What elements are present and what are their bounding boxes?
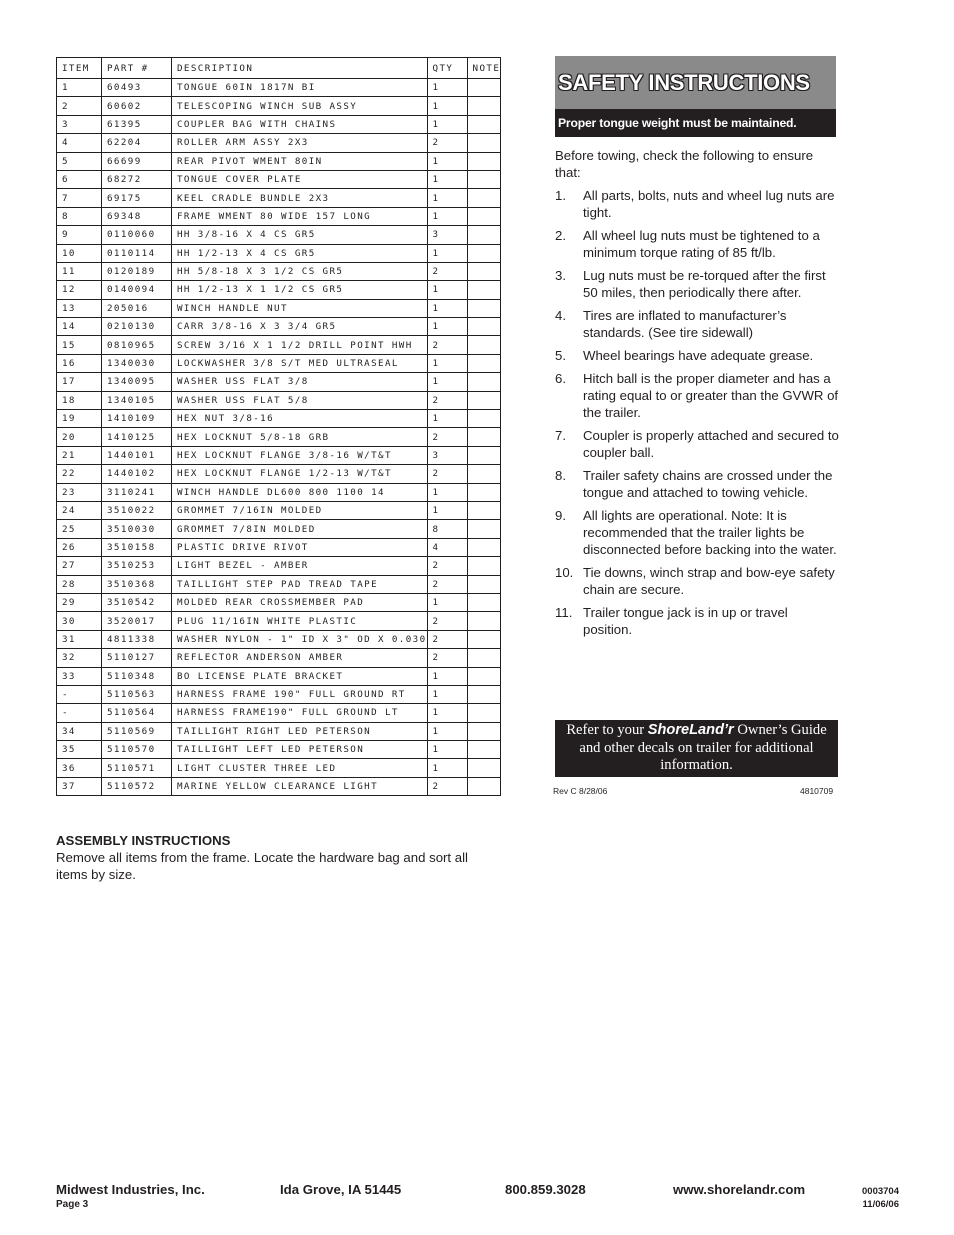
cell-description: HARNESS FRAME 190" FULL GROUND RT xyxy=(172,685,428,703)
cell-part: 1340095 xyxy=(102,373,172,391)
cell-item: 4 xyxy=(57,134,102,152)
cell-part: 60602 xyxy=(102,97,172,115)
table-row xyxy=(57,428,501,446)
cell-item: 12 xyxy=(57,281,102,299)
cell-note xyxy=(467,354,501,372)
list-item xyxy=(555,227,840,261)
cell-description: PLUG 11/16IN WHITE PLASTIC xyxy=(172,612,428,630)
cell-description: MOLDED REAR CROSSMEMBER PAD xyxy=(172,593,428,611)
cell-qty: 2 xyxy=(427,336,467,354)
cell-qty: 1 xyxy=(427,281,467,299)
cell-note xyxy=(467,318,501,336)
cell-item: 14 xyxy=(57,318,102,336)
cell-note xyxy=(467,520,501,538)
cell-note xyxy=(467,428,501,446)
cell-description: KEEL CRADLE BUNDLE 2X3 xyxy=(172,189,428,207)
cell-note xyxy=(467,336,501,354)
cell-description: TAILLIGHT LEFT LED PETERSON xyxy=(172,741,428,759)
cell-note xyxy=(467,759,501,777)
list-item-text: Trailer tongue jack is in up or travel position. xyxy=(583,605,788,637)
safety-title: SAFETY INSTRUCTIONS xyxy=(555,56,836,109)
list-item xyxy=(555,427,840,461)
safety-checklist xyxy=(555,187,840,644)
cell-qty: 1 xyxy=(427,593,467,611)
cell-qty: 1 xyxy=(427,685,467,703)
cell-note xyxy=(467,667,501,685)
cell-description: TAILLIGHT STEP PAD TREAD TAPE xyxy=(172,575,428,593)
list-item-text: Hitch ball is the proper diameter and has a rating equal to or greater than the GVWR of the trailer. xyxy=(583,371,839,420)
cell-qty: 2 xyxy=(427,262,467,280)
table-row xyxy=(57,226,501,244)
assembly-heading: ASSEMBLY INSTRUCTIONS xyxy=(56,833,231,848)
cell-part: 3510158 xyxy=(102,538,172,556)
cell-description: WINCH HANDLE DL600 800 1100 14 xyxy=(172,483,428,501)
cell-item: 23 xyxy=(57,483,102,501)
list-item xyxy=(555,604,840,638)
header-item: ITEM xyxy=(57,58,102,79)
cell-note xyxy=(467,704,501,722)
cell-note xyxy=(467,299,501,317)
cell-description: HH 1/2-13 X 1 1/2 CS GR5 xyxy=(172,281,428,299)
cell-part: 0110060 xyxy=(102,226,172,244)
table-row xyxy=(57,115,501,133)
table-row xyxy=(57,299,501,317)
cell-part: 5110348 xyxy=(102,667,172,685)
decal-code: 4810709 xyxy=(800,786,834,796)
cell-item: 15 xyxy=(57,336,102,354)
list-item-number: 9. xyxy=(555,508,566,523)
cell-note xyxy=(467,446,501,464)
footer-phone: 800.859.3028 xyxy=(505,1182,586,1197)
cell-qty: 2 xyxy=(427,465,467,483)
cell-item: 37 xyxy=(57,777,102,795)
cell-description: WINCH HANDLE NUT xyxy=(172,299,428,317)
cell-note xyxy=(467,410,501,428)
cell-part: 60493 xyxy=(102,79,172,97)
cell-qty: 3 xyxy=(427,226,467,244)
list-item-text: Trailer safety chains are crossed under the tongue and attached to towing vehicle. xyxy=(583,468,833,500)
cell-qty: 2 xyxy=(427,134,467,152)
cell-description: REAR PIVOT WMENT 80IN xyxy=(172,152,428,170)
cell-description: WASHER USS FLAT 5/8 xyxy=(172,391,428,409)
cell-note xyxy=(467,575,501,593)
cell-description: BO LICENSE PLATE BRACKET xyxy=(172,667,428,685)
cell-note xyxy=(467,170,501,188)
list-item-number: 11. xyxy=(555,605,573,620)
cell-qty: 1 xyxy=(427,667,467,685)
table-row xyxy=(57,79,501,97)
list-item xyxy=(555,347,840,364)
table-row xyxy=(57,410,501,428)
table-row xyxy=(57,501,501,519)
list-item-number: 6. xyxy=(555,371,566,386)
cell-description: TONGUE 60IN 1817N BI xyxy=(172,79,428,97)
cell-note xyxy=(467,685,501,703)
refer-text-before: Refer to your xyxy=(566,722,648,738)
cell-part: 3510253 xyxy=(102,557,172,575)
footer-url[interactable]: www.shorelandr.com xyxy=(673,1182,806,1197)
cell-description: TONGUE COVER PLATE xyxy=(172,170,428,188)
table-row xyxy=(57,741,501,759)
cell-description: HEX LOCKNUT FLANGE 1/2-13 W/T&T xyxy=(172,465,428,483)
cell-description: HH 3/8-16 X 4 CS GR5 xyxy=(172,226,428,244)
cell-note xyxy=(467,226,501,244)
cell-qty: 2 xyxy=(427,428,467,446)
cell-part: 61395 xyxy=(102,115,172,133)
cell-note xyxy=(467,483,501,501)
cell-part: 1340105 xyxy=(102,391,172,409)
list-item-number: 5. xyxy=(555,348,566,363)
cell-qty: 1 xyxy=(427,722,467,740)
cell-note xyxy=(467,777,501,795)
cell-qty: 2 xyxy=(427,575,467,593)
footer-doc-number: 0003704 xyxy=(862,1186,899,1197)
cell-part: 69175 xyxy=(102,189,172,207)
list-item-text: Coupler is properly attached and secured to coupler ball. xyxy=(583,428,839,460)
cell-note xyxy=(467,373,501,391)
refer-text-after: Owner’s Guide and other decals on trailer for additional information. xyxy=(579,722,827,773)
table-row xyxy=(57,777,501,795)
cell-item: 6 xyxy=(57,170,102,188)
cell-note xyxy=(467,207,501,225)
cell-qty: 1 xyxy=(427,299,467,317)
cell-item: 24 xyxy=(57,501,102,519)
table-row xyxy=(57,446,501,464)
cell-item: 33 xyxy=(57,667,102,685)
cell-part: 62204 xyxy=(102,134,172,152)
cell-qty: 2 xyxy=(427,777,467,795)
cell-item: 10 xyxy=(57,244,102,262)
cell-description: SCREW 3/16 X 1 1/2 DRILL POINT HWH xyxy=(172,336,428,354)
table-row xyxy=(57,575,501,593)
cell-description: WASHER USS FLAT 3/8 xyxy=(172,373,428,391)
table-row xyxy=(57,354,501,372)
revision-label: Rev C 8/28/06 xyxy=(553,786,608,796)
cell-description: TAILLIGHT RIGHT LED PETERSON xyxy=(172,722,428,740)
list-item xyxy=(555,370,840,421)
list-item-text: Wheel bearings have adequate grease. xyxy=(583,348,814,363)
cell-qty: 2 xyxy=(427,612,467,630)
header-part: PART # xyxy=(102,58,172,79)
table-row xyxy=(57,465,501,483)
cell-qty: 8 xyxy=(427,520,467,538)
cell-item: 26 xyxy=(57,538,102,556)
refer-box xyxy=(555,720,838,777)
table-row xyxy=(57,557,501,575)
cell-qty: 1 xyxy=(427,501,467,519)
cell-description: CARR 3/8-16 X 3 3/4 GR5 xyxy=(172,318,428,336)
list-item-number: 4. xyxy=(555,308,566,323)
cell-part: 68272 xyxy=(102,170,172,188)
cell-item: 17 xyxy=(57,373,102,391)
table-row xyxy=(57,244,501,262)
cell-part: 5110570 xyxy=(102,741,172,759)
cell-item: 5 xyxy=(57,152,102,170)
cell-part: 3510542 xyxy=(102,593,172,611)
cell-qty: 3 xyxy=(427,446,467,464)
cell-note xyxy=(467,538,501,556)
cell-item: 31 xyxy=(57,630,102,648)
cell-description: GROMMET 7/8IN MOLDED xyxy=(172,520,428,538)
list-item xyxy=(555,564,840,598)
parts-table xyxy=(56,57,501,796)
cell-item: 25 xyxy=(57,520,102,538)
cell-description: LIGHT BEZEL - AMBER xyxy=(172,557,428,575)
cell-part: 66699 xyxy=(102,152,172,170)
cell-description: REFLECTOR ANDERSON AMBER xyxy=(172,649,428,667)
cell-part: 0810965 xyxy=(102,336,172,354)
cell-item: 29 xyxy=(57,593,102,611)
cell-item: 13 xyxy=(57,299,102,317)
list-item-number: 10. xyxy=(555,565,574,580)
cell-qty: 1 xyxy=(427,704,467,722)
cell-qty: 4 xyxy=(427,538,467,556)
cell-note xyxy=(467,722,501,740)
list-item-number: 2. xyxy=(555,228,566,243)
cell-note xyxy=(467,465,501,483)
table-row xyxy=(57,391,501,409)
cell-description: LOCKWASHER 3/8 S/T MED ULTRASEAL xyxy=(172,354,428,372)
cell-part: 3510368 xyxy=(102,575,172,593)
footer-doc-date: 11/06/06 xyxy=(862,1199,899,1210)
header-note: NOTE xyxy=(467,58,501,79)
cell-part: 3520017 xyxy=(102,612,172,630)
cell-item: 36 xyxy=(57,759,102,777)
cell-part: 1410125 xyxy=(102,428,172,446)
footer-company: Midwest Industries, Inc. xyxy=(56,1182,205,1197)
table-row xyxy=(57,373,501,391)
footer-city: Ida Grove, IA 51445 xyxy=(280,1182,402,1197)
list-item-number: 8. xyxy=(555,468,566,483)
table-row xyxy=(57,538,501,556)
list-item-text: All parts, bolts, nuts and wheel lug nuts are tight. xyxy=(583,188,835,220)
list-item-text: Tie downs, winch strap and bow-eye safety chain are secure. xyxy=(583,565,835,597)
cell-item: 2 xyxy=(57,97,102,115)
cell-qty: 1 xyxy=(427,115,467,133)
cell-item: 21 xyxy=(57,446,102,464)
cell-part: 1440102 xyxy=(102,465,172,483)
cell-description: WASHER NYLON - 1" ID X 3" OD X 0.030 xyxy=(172,630,428,648)
cell-note xyxy=(467,630,501,648)
cell-item: 22 xyxy=(57,465,102,483)
cell-part: 0210130 xyxy=(102,318,172,336)
cell-part: 0120189 xyxy=(102,262,172,280)
cell-part: 1410109 xyxy=(102,410,172,428)
cell-description: HEX LOCKNUT 5/8-18 GRB xyxy=(172,428,428,446)
table-row xyxy=(57,170,501,188)
cell-note xyxy=(467,557,501,575)
cell-description: HH 5/8-18 X 3 1/2 CS GR5 xyxy=(172,262,428,280)
cell-note xyxy=(467,244,501,262)
safety-subtitle: Proper tongue weight must be maintained. xyxy=(555,109,836,137)
table-row xyxy=(57,262,501,280)
table-row xyxy=(57,759,501,777)
cell-qty: 1 xyxy=(427,79,467,97)
cell-qty: 1 xyxy=(427,244,467,262)
table-row xyxy=(57,722,501,740)
cell-qty: 1 xyxy=(427,207,467,225)
cell-qty: 1 xyxy=(427,759,467,777)
cell-description: PLASTIC DRIVE RIVOT xyxy=(172,538,428,556)
cell-qty: 1 xyxy=(427,170,467,188)
cell-part: 4811338 xyxy=(102,630,172,648)
table-row xyxy=(57,97,501,115)
cell-item: 35 xyxy=(57,741,102,759)
cell-qty: 2 xyxy=(427,391,467,409)
cell-part: 1440101 xyxy=(102,446,172,464)
safety-intro: Before towing, check the following to ensure that: xyxy=(555,148,814,180)
cell-note xyxy=(467,97,501,115)
table-row xyxy=(57,207,501,225)
cell-part: 3510030 xyxy=(102,520,172,538)
table-row xyxy=(57,593,501,611)
refer-brand: ShoreLand’r xyxy=(647,722,734,738)
list-item xyxy=(555,307,840,341)
list-item-text: Tires are inflated to manufacturer’s standards. (See tire sidewall) xyxy=(583,308,787,340)
cell-description: HH 1/2-13 X 4 CS GR5 xyxy=(172,244,428,262)
cell-part: 5110563 xyxy=(102,685,172,703)
list-item-number: 1. xyxy=(555,188,566,203)
cell-description: ROLLER ARM ASSY 2X3 xyxy=(172,134,428,152)
cell-qty: 1 xyxy=(427,189,467,207)
cell-note xyxy=(467,501,501,519)
cell-part: 5110564 xyxy=(102,704,172,722)
cell-part: 5110571 xyxy=(102,759,172,777)
cell-description: HARNESS FRAME190" FULL GROUND LT xyxy=(172,704,428,722)
footer-page-number: Page 3 xyxy=(56,1199,89,1210)
cell-part: 5110572 xyxy=(102,777,172,795)
list-item-text: Lug nuts must be re-torqued after the first 50 miles, then periodically there after. xyxy=(583,268,826,300)
table-row xyxy=(57,336,501,354)
cell-note xyxy=(467,79,501,97)
list-item-text: All lights are operational. Note: It is recommended that the trailer lights be disconnected before backing into the water. xyxy=(583,508,837,557)
table-row xyxy=(57,520,501,538)
table-row xyxy=(57,612,501,630)
cell-item: 7 xyxy=(57,189,102,207)
list-item-number: 3. xyxy=(555,268,566,283)
cell-description: COUPLER BAG WITH CHAINS xyxy=(172,115,428,133)
table-row xyxy=(57,189,501,207)
cell-description: HEX LOCKNUT FLANGE 3/8-16 W/T&T xyxy=(172,446,428,464)
table-row xyxy=(57,630,501,648)
cell-item: - xyxy=(57,704,102,722)
cell-description: MARINE YELLOW CLEARANCE LIGHT xyxy=(172,777,428,795)
cell-note xyxy=(467,649,501,667)
cell-note xyxy=(467,593,501,611)
table-row xyxy=(57,483,501,501)
list-item xyxy=(555,467,840,501)
cell-part: 205016 xyxy=(102,299,172,317)
cell-qty: 2 xyxy=(427,630,467,648)
cell-qty: 1 xyxy=(427,354,467,372)
cell-note xyxy=(467,741,501,759)
cell-item: 11 xyxy=(57,262,102,280)
cell-qty: 1 xyxy=(427,318,467,336)
table-row xyxy=(57,318,501,336)
cell-part: 5110569 xyxy=(102,722,172,740)
parts-table-body xyxy=(57,79,501,796)
cell-item: 30 xyxy=(57,612,102,630)
cell-item: 28 xyxy=(57,575,102,593)
cell-note xyxy=(467,391,501,409)
cell-part: 0110114 xyxy=(102,244,172,262)
cell-part: 3110241 xyxy=(102,483,172,501)
cell-item: 16 xyxy=(57,354,102,372)
cell-qty: 1 xyxy=(427,410,467,428)
cell-item: 20 xyxy=(57,428,102,446)
cell-description: FRAME WMENT 80 WIDE 157 LONG xyxy=(172,207,428,225)
list-item-number: 7. xyxy=(555,428,566,443)
cell-description: TELESCOPING WINCH SUB ASSY xyxy=(172,97,428,115)
cell-note xyxy=(467,262,501,280)
list-item xyxy=(555,267,840,301)
cell-qty: 2 xyxy=(427,649,467,667)
list-item xyxy=(555,187,840,221)
table-row xyxy=(57,152,501,170)
cell-item: 34 xyxy=(57,722,102,740)
cell-note xyxy=(467,152,501,170)
list-item xyxy=(555,507,840,558)
cell-item: 32 xyxy=(57,649,102,667)
cell-note xyxy=(467,281,501,299)
cell-qty: 1 xyxy=(427,152,467,170)
cell-qty: 1 xyxy=(427,373,467,391)
cell-part: 69348 xyxy=(102,207,172,225)
cell-description: LIGHT CLUSTER THREE LED xyxy=(172,759,428,777)
cell-part: 1340030 xyxy=(102,354,172,372)
header-qty: QTY xyxy=(427,58,467,79)
table-header-row xyxy=(57,58,501,79)
cell-note xyxy=(467,612,501,630)
list-item-text: All wheel lug nuts must be tightened to a minimum torque rating of 85 ft/lb. xyxy=(583,228,820,260)
table-row xyxy=(57,704,501,722)
cell-description: GROMMET 7/16IN MOLDED xyxy=(172,501,428,519)
cell-item: 27 xyxy=(57,557,102,575)
cell-item: 18 xyxy=(57,391,102,409)
cell-item: 9 xyxy=(57,226,102,244)
cell-qty: 1 xyxy=(427,483,467,501)
cell-item: 19 xyxy=(57,410,102,428)
cell-part: 5110127 xyxy=(102,649,172,667)
cell-qty: 2 xyxy=(427,557,467,575)
cell-note xyxy=(467,115,501,133)
cell-qty: 1 xyxy=(427,97,467,115)
cell-item: 1 xyxy=(57,79,102,97)
cell-item: - xyxy=(57,685,102,703)
cell-description: HEX NUT 3/8-16 xyxy=(172,410,428,428)
assembly-section xyxy=(56,832,476,883)
cell-note xyxy=(467,134,501,152)
cell-qty: 1 xyxy=(427,741,467,759)
table-row xyxy=(57,649,501,667)
table-row xyxy=(57,281,501,299)
table-row xyxy=(57,667,501,685)
cell-part: 0140094 xyxy=(102,281,172,299)
cell-item: 8 xyxy=(57,207,102,225)
table-row xyxy=(57,685,501,703)
table-row xyxy=(57,134,501,152)
assembly-text: Remove all items from the frame. Locate the hardware bag and sort all items by size. xyxy=(56,850,468,882)
cell-item: 3 xyxy=(57,115,102,133)
cell-part: 3510022 xyxy=(102,501,172,519)
cell-note xyxy=(467,189,501,207)
header-description: DESCRIPTION xyxy=(172,58,428,79)
